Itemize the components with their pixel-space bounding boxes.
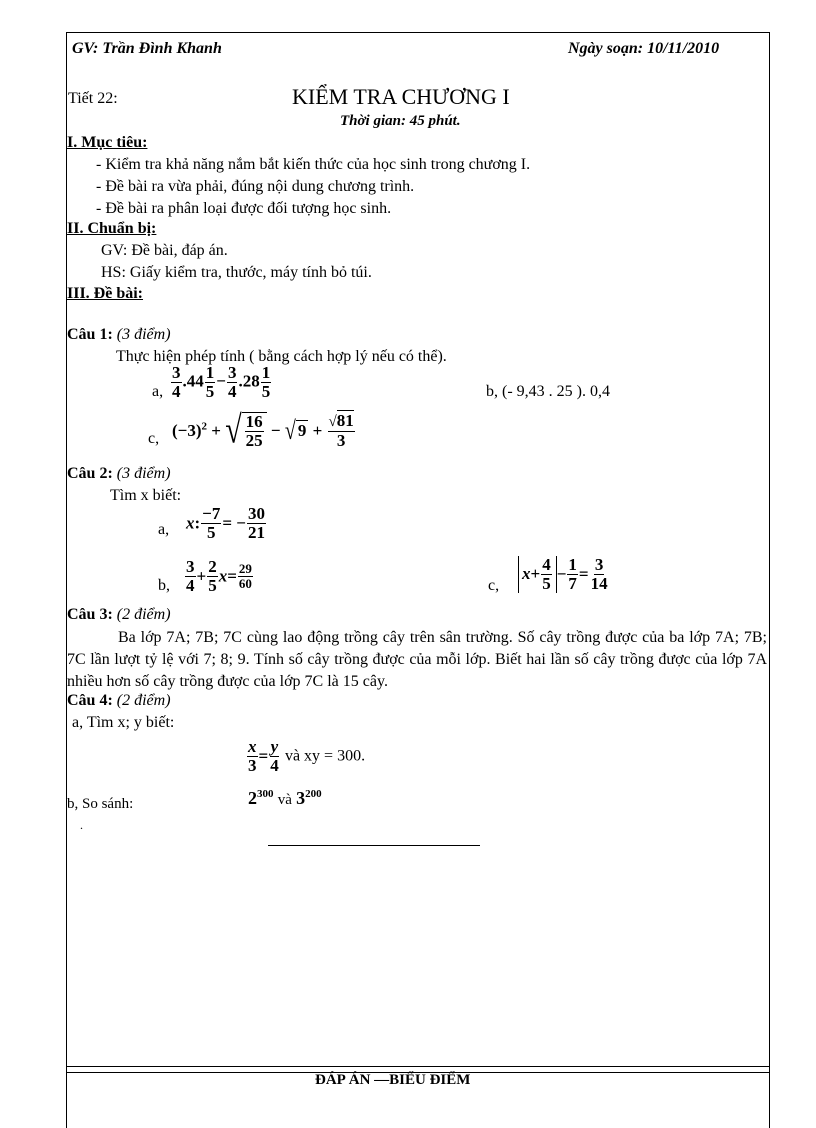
objective-item: - Kiểm tra khả năng nắm bắt kiến thức của học sinh trong chương I. (96, 156, 531, 173)
q2b-label: b, (158, 577, 170, 594)
section-prep-heading: II. Chuẩn bị: (67, 220, 157, 237)
q2a-label: a, (158, 521, 170, 538)
q4a-text: a, Tìm x; y biết: (72, 714, 175, 731)
q1b-expression: b, (- 9,43 . 25 ). 0,4 (486, 383, 610, 400)
q4-label: Câu 4: (67, 692, 113, 709)
q1-instruction: Thực hiện phép tính ( bằng cách hợp lý nếu có thể). (116, 348, 447, 365)
q4a-expression: $\frac{x}{3}$ = $\frac{y}{4}$ và xy = 300. (248, 737, 366, 775)
q4-points: (2 điểm) (116, 692, 171, 709)
section-exam-heading: III. Đề bài: (67, 285, 144, 302)
divider-top (66, 1066, 769, 1067)
q2-instruction: Tìm x biết: (110, 487, 182, 504)
q1-header (67, 326, 171, 344)
q4a-condition: và xy = 300. (284, 747, 366, 765)
q2-points: (3 điểm) (116, 465, 171, 482)
q2c-expression: x + $\frac{4}{5}$ − $\frac{1}{7}$ = $\frac{3}{14}$ (518, 556, 610, 593)
lesson-period: Tiết 22: (68, 90, 118, 107)
q4b-label: b, So sánh: (67, 796, 134, 812)
q2a-expression: x: $\frac{-7}{5}$ = − $\frac{30}{21}$ (186, 504, 265, 542)
prep-date: Ngày soạn: 10/11/2010 (568, 40, 720, 57)
q3-points: (2 điểm) (116, 606, 171, 623)
page-frame (66, 32, 770, 1128)
q1-points: (3 điểm) (116, 326, 171, 343)
stray-dot: . (80, 818, 83, 832)
prep-teacher: GV: Đề bài, đáp án. (101, 242, 228, 259)
section-objectives-heading: I. Mục tiêu: (67, 134, 148, 151)
q2b-expression: $\frac{3}{4}$ + $\frac{2}{5}$ x= $\frac{29}{60}$ (186, 557, 252, 595)
objective-item: - Đề bài ra vừa phải, đúng nội dung chương trình. (96, 178, 415, 195)
q4-header (67, 692, 171, 710)
q1a-expression: $\frac{3}{4}$ .44 $\frac{1}{5}$ − $\frac{3}{4}$ .28 $\frac{1}{5}$ (172, 363, 271, 401)
answer-key-title: ĐÁP ÁN —BIỂU ĐIỂM (315, 1072, 471, 1088)
q3-text: Ba lớp 7A; 7B; 7C cùng lao động trồng cây trên sân trường. Số cây trồng được của ba lớp 7A; 7B; 7C lần lượt tỷ lệ với 7; 8; 9. Tính số cây trồng được của mỗi lớp. Biết hai lần số cây trồng được của lớp 7A nhiều hơn số cây trồng được của lớp 7C là 15 cây. (67, 629, 767, 690)
q4b-expression: $2^{300}$ và $3^{200}$ (248, 788, 322, 808)
q2-label: Câu 2: (67, 465, 113, 482)
prep-student: HS: Giấy kiểm tra, thước, máy tính bỏ túi. (101, 264, 372, 281)
q3-header (67, 606, 171, 624)
q1c-label: c, (148, 430, 160, 447)
teacher-name: GV: Trần Đình Khanh (72, 40, 222, 57)
q1a-label: a, (152, 383, 164, 400)
q3-label: Câu 3: (67, 606, 113, 623)
exam-time: Thời gian: 45 phút. (340, 113, 461, 129)
q2-header (67, 465, 171, 483)
objective-item: - Đề bài ra phân loại được đối tượng học sinh. (96, 200, 392, 217)
q1c-expression: $(-3)^2$ + √ $\frac{16}{25}$ − √ 9 + $\frac{√81}{3}$ (172, 408, 354, 452)
q2c-label: c, (488, 577, 500, 594)
q4b-and: và (277, 792, 292, 808)
end-separator (268, 845, 480, 846)
q1-label: Câu 1: (67, 326, 113, 343)
page-title: KIỂM TRA CHƯƠNG I (292, 84, 510, 109)
